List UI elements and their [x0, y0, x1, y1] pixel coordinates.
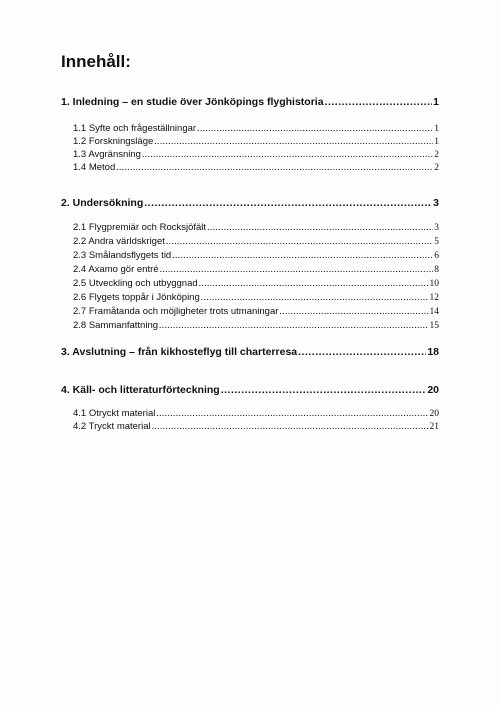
- toc-entry-title: 2.8 Sammanfattning: [73, 320, 159, 331]
- toc-entry-title: 2.4 Axamo gör entré: [73, 264, 159, 275]
- toc-entry-title: 1.1 Syfte och frågeställningar: [73, 123, 197, 134]
- toc-page-number: 3: [434, 223, 439, 233]
- toc-page-number: 1: [433, 96, 439, 108]
- toc-chapter-title: 3. Avslutning – från kikhosteflyg till charterresa: [61, 346, 298, 358]
- toc-entry-title: 2.2 Andra världskriget: [73, 236, 165, 247]
- toc-dot-leader: [152, 422, 429, 432]
- toc-page-number: 2: [434, 150, 439, 160]
- toc-dot-leader: [298, 346, 426, 358]
- toc-entry-2-7: [73, 306, 439, 317]
- toc-entry-title: 2.3 Smålandsflygets tid: [73, 250, 172, 261]
- toc-entry-4-2: [73, 421, 439, 432]
- page-title: Innehåll:: [61, 52, 131, 71]
- toc-dot-leader: [160, 265, 434, 275]
- toc-dot-leader: [325, 96, 433, 108]
- toc-page-number: 10: [429, 279, 439, 289]
- toc-entry-title: 4.1 Otryckt material: [73, 408, 156, 419]
- toc-entry-1-1: [73, 123, 439, 134]
- toc-dot-leader: [279, 307, 428, 317]
- toc-entry-title: 1.3 Avgränsning: [73, 149, 141, 160]
- toc-page-number: 12: [429, 293, 439, 303]
- toc-entry-2-8: [73, 320, 439, 331]
- toc-page-number: 8: [434, 265, 439, 275]
- toc-dot-leader: [159, 321, 428, 331]
- toc-entry-title: 2.6 Flygets toppår i Jönköping: [73, 292, 200, 303]
- toc-page-number: 20: [427, 384, 439, 396]
- toc-entry-1-3: [73, 149, 439, 160]
- toc-dot-leader: [201, 293, 429, 303]
- toc-entry-title: 2.5 Utveckling och utbyggnad: [73, 278, 198, 289]
- toc-page-number: 20: [429, 409, 439, 419]
- toc-entry-title: 2.1 Flygpremiär och Rocksjöfält: [73, 222, 207, 233]
- toc-chapter-2: [61, 197, 439, 209]
- toc-dot-leader: [144, 197, 432, 209]
- toc-chapter-4: [61, 384, 439, 396]
- toc-chapter-title: 2. Undersökning: [61, 197, 144, 209]
- toc-page-number: 15: [429, 321, 439, 331]
- toc-chapter-title: 4. Käll- och litteraturförteckning: [61, 384, 220, 396]
- toc-dot-leader: [172, 251, 433, 261]
- toc-entry-title: 4.2 Tryckt material: [73, 421, 151, 432]
- toc-dot-leader: [142, 150, 433, 160]
- toc-entry-2-4: [73, 264, 439, 275]
- toc-page-number: 1: [434, 137, 439, 147]
- toc-dot-leader: [166, 237, 433, 247]
- toc-entry-title: 1.2 Forskningsläge: [73, 136, 154, 147]
- toc-entry-2-3: [73, 250, 439, 261]
- toc-dot-leader: [197, 124, 433, 134]
- toc-page-number: 5: [434, 237, 439, 247]
- toc-page-number: 21: [429, 422, 439, 432]
- toc-chapter-1: [61, 96, 439, 108]
- toc-entry-title: 2.7 Framåtanda och möjligheter trots utmaningar: [73, 306, 279, 317]
- toc-dot-leader: [207, 223, 433, 233]
- toc-page-number: 2: [434, 163, 439, 173]
- toc-page-number: 18: [427, 346, 439, 358]
- toc-dot-leader: [199, 279, 429, 289]
- toc-page-number: 14: [429, 307, 439, 317]
- toc-page-number: 3: [433, 197, 439, 209]
- toc-entry-2-2: [73, 236, 439, 247]
- toc-entry-4-1: [73, 408, 439, 419]
- toc-chapter-title: 1. Inledning – en studie över Jönköpings flyghistoria: [61, 96, 324, 108]
- toc-dot-leader: [154, 137, 433, 147]
- toc-entry-2-6: [73, 292, 439, 303]
- toc-page-number: 1: [434, 124, 439, 134]
- toc-entry-title: 1.4 Metod: [73, 162, 116, 173]
- toc-dot-leader: [156, 409, 428, 419]
- toc-entry-2-5: [73, 278, 439, 289]
- toc-entry-1-2: [73, 136, 439, 147]
- toc-dot-leader: [116, 163, 433, 173]
- toc-entry-2-1: [73, 222, 439, 233]
- toc-dot-leader: [221, 384, 427, 396]
- toc-chapter-3: [61, 346, 439, 358]
- toc-page-number: 6: [434, 251, 439, 261]
- toc-entry-1-4: [73, 162, 439, 173]
